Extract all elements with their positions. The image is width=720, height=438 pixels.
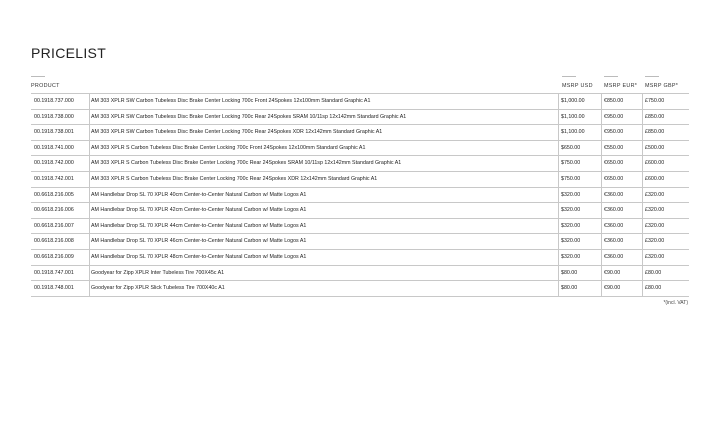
column-divider [642, 172, 643, 187]
column-divider [601, 250, 602, 265]
price-usd: $1,100.00 [561, 113, 585, 120]
price-gbp: £320.00 [645, 207, 665, 214]
column-header-gbp: MSRP GBP* [645, 83, 679, 89]
price-gbp: £320.00 [645, 253, 665, 260]
table-row [31, 188, 689, 204]
column-divider [558, 156, 559, 171]
price-gbp: £850.00 [645, 113, 665, 120]
price-gbp: £80.00 [645, 285, 662, 292]
product-code: 00.1918.741.000 [34, 144, 74, 151]
price-gbp: £500.00 [645, 144, 665, 151]
price-usd: $650.00 [561, 144, 581, 151]
column-divider [642, 156, 643, 171]
column-divider [558, 125, 559, 140]
price-gbp: £600.00 [645, 175, 665, 182]
price-eur: €950.00 [604, 129, 624, 136]
product-code: 00.6618.216.005 [34, 191, 74, 198]
table-row [31, 250, 689, 266]
product-description: AM Handlebar Drop SL 70 XPLR 40cm Center-to-Center Natural Carbon w/ Matte Logos A1 [91, 191, 307, 198]
column-divider [89, 234, 90, 249]
column-divider [642, 188, 643, 203]
column-divider [601, 125, 602, 140]
price-usd: $320.00 [561, 207, 581, 214]
price-usd: $1,000.00 [561, 98, 585, 104]
price-table [31, 93, 689, 297]
product-description: AM 303 XPLR S Carbon Tubeless Disc Brake Center Locking 700c Rear 24Spokes SRAM 10/11sp 12x142mm Standard Graphic A1 [91, 160, 402, 167]
page-title: PRICELIST [31, 45, 107, 61]
column-divider [558, 266, 559, 281]
column-divider [558, 110, 559, 125]
column-divider [642, 125, 643, 140]
column-divider [642, 94, 643, 109]
price-eur: €950.00 [604, 113, 624, 120]
table-row [31, 110, 689, 126]
column-divider [558, 188, 559, 203]
product-code: 00.6618.216.009 [34, 253, 74, 260]
table-row [31, 219, 689, 235]
column-divider [89, 141, 90, 156]
product-description: AM Handlebar Drop SL 70 XPLR 48cm Center-to-Center Natural Carbon w/ Matte Logos A1 [91, 253, 307, 260]
column-divider [89, 266, 90, 281]
product-code: 00.6618.216.008 [34, 238, 74, 245]
price-gbp: £320.00 [645, 238, 665, 245]
column-divider [601, 219, 602, 234]
column-divider [601, 172, 602, 187]
price-eur: €360.00 [604, 222, 624, 229]
price-gbp: £600.00 [645, 160, 665, 167]
column-divider [558, 172, 559, 187]
product-description: AM 303 XPLR SW Carbon Tubeless Disc Brake Center Locking 700c Rear 24Spokes SRAM 10/11sp 12x142mm Standard Graphic A1 [91, 113, 407, 120]
product-description: AM Handlebar Drop SL 70 XPLR 42cm Center-to-Center Natural Carbon w/ Matte Logos A1 [91, 207, 307, 214]
column-divider [601, 141, 602, 156]
column-divider [558, 141, 559, 156]
price-eur: €650.00 [604, 175, 624, 182]
column-divider [601, 281, 602, 296]
column-divider [558, 94, 559, 109]
column-divider [642, 266, 643, 281]
price-gbp: £850.00 [645, 129, 665, 136]
column-divider [642, 141, 643, 156]
price-usd: $80.00 [561, 269, 578, 276]
column-divider [89, 110, 90, 125]
column-divider [89, 203, 90, 218]
product-description: AM 303 XPLR SW Carbon Tubeless Disc Brake Center Locking 700c Rear 24Spokes XDR 12x142mm Standard Graphic A1 [91, 129, 383, 136]
table-row [31, 172, 689, 188]
table-row [31, 266, 689, 282]
price-eur: €90.00 [604, 285, 621, 292]
price-eur: €850.00 [604, 98, 624, 104]
price-usd: $320.00 [561, 191, 581, 198]
product-code: 00.6618.216.006 [34, 207, 74, 214]
product-code: 00.1918.738.000 [34, 113, 74, 120]
column-divider [642, 234, 643, 249]
column-divider [601, 234, 602, 249]
product-description: AM 303 XPLR S Carbon Tubeless Disc Brake Center Locking 700c Rear 24Spokes XDR 12x142mm Standard Graphic A1 [91, 175, 378, 182]
product-description: Goodyear for Zipp XPLR Slick Tubeless Tire 700X40c A1 [91, 285, 225, 292]
price-usd: $750.00 [561, 160, 581, 167]
price-eur: €360.00 [604, 207, 624, 214]
column-divider [642, 110, 643, 125]
product-description: AM Handlebar Drop SL 70 XPLR 46cm Center-to-Center Natural Carbon w/ Matte Logos A1 [91, 238, 307, 245]
column-divider [601, 156, 602, 171]
column-divider [89, 188, 90, 203]
product-description: AM Handlebar Drop SL 70 XPLR 44cm Center-to-Center Natural Carbon w/ Matte Logos A1 [91, 222, 307, 229]
price-usd: $320.00 [561, 222, 581, 229]
column-divider [89, 125, 90, 140]
price-eur: €550.00 [604, 144, 624, 151]
column-divider [89, 172, 90, 187]
product-code: 00.1918.737.000 [34, 98, 74, 104]
column-header-eur: MSRP EUR* [604, 83, 638, 89]
price-usd: $320.00 [561, 238, 581, 245]
price-eur: €650.00 [604, 160, 624, 167]
product-code: 00.1918.748.001 [34, 285, 74, 292]
price-gbp: £750.00 [645, 98, 665, 104]
price-gbp: £80.00 [645, 269, 662, 276]
price-eur: €360.00 [604, 238, 624, 245]
column-divider [601, 94, 602, 109]
product-code: 00.6618.216.007 [34, 222, 74, 229]
column-divider [642, 281, 643, 296]
table-row [31, 281, 689, 297]
price-usd: $80.00 [561, 285, 578, 292]
product-description: AM 303 XPLR S Carbon Tubeless Disc Brake Center Locking 700c Front 24Spokes 12x100mm Standard Graphic A1 [91, 144, 366, 151]
table-row [31, 94, 689, 110]
price-eur: €360.00 [604, 253, 624, 260]
column-divider [89, 94, 90, 109]
column-divider [89, 250, 90, 265]
column-divider [558, 219, 559, 234]
header-rule-usd [562, 76, 576, 77]
table-row [31, 234, 689, 250]
price-usd: $750.00 [561, 175, 581, 182]
column-divider [601, 188, 602, 203]
column-divider [601, 203, 602, 218]
column-divider [558, 234, 559, 249]
column-divider [642, 219, 643, 234]
header-rule-gbp [645, 76, 659, 77]
column-divider [642, 203, 643, 218]
column-divider [558, 250, 559, 265]
price-eur: €360.00 [604, 191, 624, 198]
header-rule-product [31, 76, 45, 77]
product-description: Goodyear for Zipp XPLR Inter Tubeless Tire 700X45c A1 [91, 269, 225, 276]
product-code: 00.1918.742.001 [34, 175, 74, 182]
column-divider [558, 203, 559, 218]
table-row [31, 125, 689, 141]
table-row [31, 141, 689, 157]
product-description: AM 303 XPLR SW Carbon Tubeless Disc Brake Center Locking 700c Front 24Spokes 12x100mm Standard Graphic A1 [91, 98, 371, 104]
table-row [31, 156, 689, 172]
product-code: 00.1918.747.001 [34, 269, 74, 276]
column-divider [642, 250, 643, 265]
price-gbp: £320.00 [645, 222, 665, 229]
column-header-usd: MSRP USD [562, 83, 593, 89]
column-divider [601, 110, 602, 125]
header-rule-eur [604, 76, 618, 77]
column-header-product: PRODUCT [31, 83, 60, 89]
price-usd: $1,100.00 [561, 129, 585, 136]
column-divider [558, 281, 559, 296]
column-divider [89, 219, 90, 234]
column-divider [89, 281, 90, 296]
product-code: 00.1918.738.001 [34, 129, 74, 136]
product-code: 00.1918.742.000 [34, 160, 74, 167]
price-usd: $320.00 [561, 253, 581, 260]
price-gbp: £320.00 [645, 191, 665, 198]
price-eur: €90.00 [604, 269, 621, 276]
vat-footnote: *(incl. VAT) [663, 300, 688, 306]
column-divider [89, 156, 90, 171]
table-row [31, 203, 689, 219]
column-divider [601, 266, 602, 281]
